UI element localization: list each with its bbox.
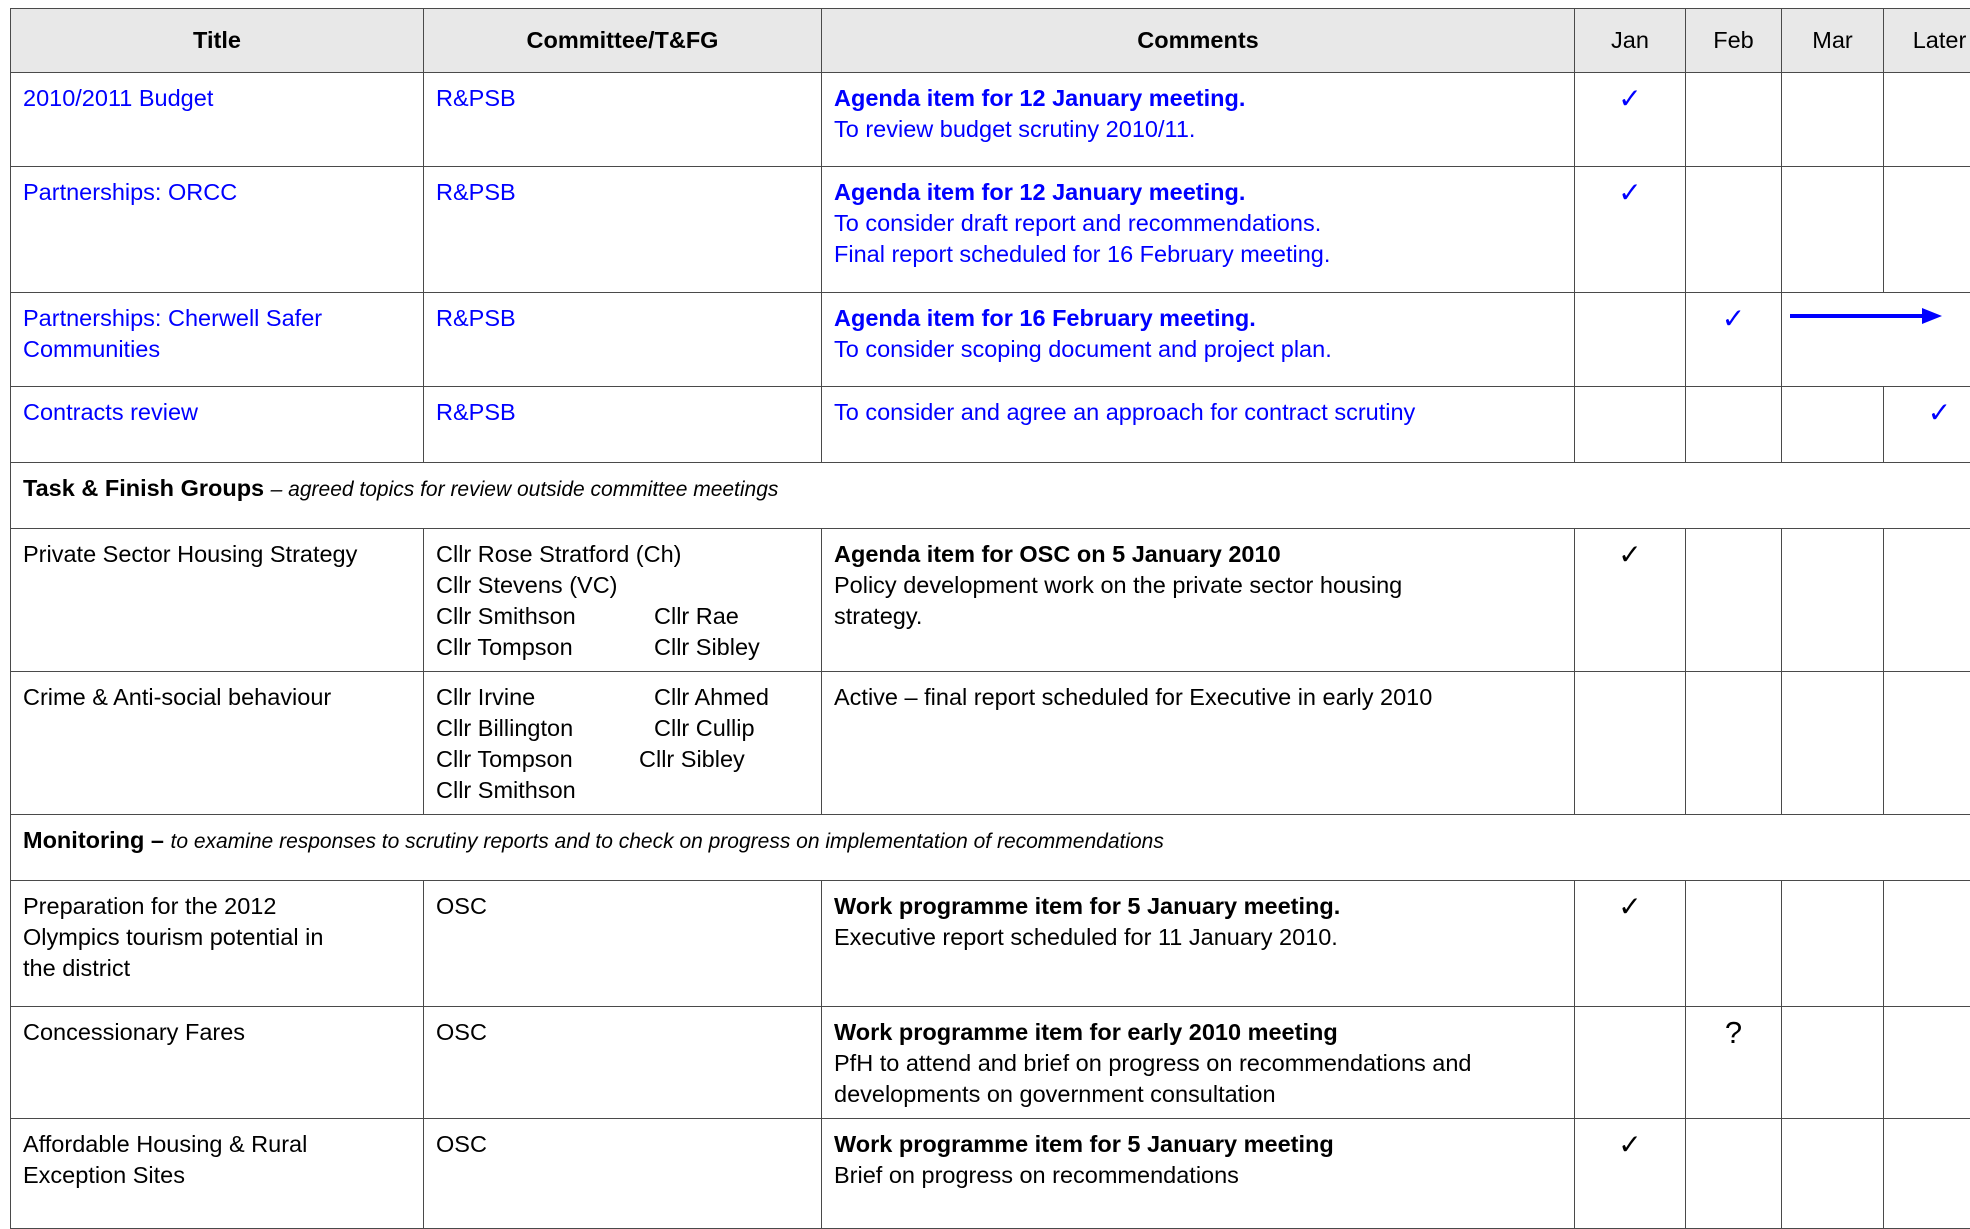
row-committee: OSC	[424, 1119, 822, 1229]
member: Cllr Tompson	[436, 744, 639, 775]
comment-line: To consider scoping document and project plan.	[834, 334, 1562, 365]
cell-later	[1884, 672, 1970, 815]
title-line: the district	[23, 953, 411, 984]
cell-jan	[1575, 1119, 1686, 1229]
comment-line: PfH to attend and brief on progress on recommendations and	[834, 1048, 1562, 1079]
row-title-link[interactable]: Partnerships: ORCC	[23, 179, 237, 205]
row-committee: R&PSB	[424, 387, 822, 463]
cell-jan	[1575, 387, 1686, 463]
cell-mar	[1782, 672, 1884, 815]
member-pair	[436, 682, 809, 713]
row-title	[11, 167, 424, 293]
row-comments	[822, 1007, 1575, 1119]
comment-bold: Work programme item for 5 January meeting.	[834, 891, 1562, 922]
comment-line: Final report scheduled for 16 February meeting.	[834, 239, 1562, 270]
tick-icon: ✓	[1618, 890, 1641, 923]
comment-bold: Agenda item for 12 January meeting.	[834, 177, 1562, 208]
work-programme-table	[10, 8, 1970, 1229]
table-row	[11, 293, 1970, 387]
cell-feb	[1686, 387, 1782, 463]
section-desc: to examine responses to scrutiny reports and to check on progress on implementation of recommendations	[171, 830, 1164, 853]
cell-feb	[1686, 1007, 1782, 1119]
title-line: Preparation for the 2012	[23, 891, 411, 922]
cell-feb	[1686, 881, 1782, 1007]
header-row	[11, 9, 1970, 73]
question-mark: ?	[1725, 1015, 1742, 1050]
cell-feb	[1686, 672, 1782, 815]
comment-bold: Agenda item for 12 January meeting.	[834, 83, 1562, 114]
cell-feb	[1686, 1119, 1782, 1229]
row-title: Crime & Anti-social behaviour	[11, 672, 424, 815]
table-row	[11, 1119, 1970, 1229]
row-committee: R&PSB	[424, 73, 822, 167]
comment-line: developments on government consultation	[834, 1079, 1562, 1110]
cell-later	[1884, 387, 1970, 463]
comment-line: strategy.	[834, 601, 1562, 632]
header-title: Title	[11, 9, 424, 73]
cell-mar	[1782, 73, 1884, 167]
member-pair	[436, 713, 809, 744]
cell-later	[1884, 881, 1970, 1007]
header-committee: Committee/T&FG	[424, 9, 822, 73]
cell-mar	[1782, 387, 1884, 463]
row-comments	[822, 881, 1575, 1007]
row-title-link[interactable]: 2010/2011 Budget	[23, 85, 213, 111]
section-tfg	[11, 463, 1970, 529]
cell-feb	[1686, 293, 1782, 387]
cell-later	[1884, 1007, 1970, 1119]
section-label: Monitoring –	[23, 827, 164, 853]
member-pair	[436, 744, 809, 775]
member: Cllr Smithson	[436, 601, 654, 632]
section-label: Task & Finish Groups	[23, 475, 264, 501]
title-line: Affordable Housing & Rural	[23, 1129, 411, 1160]
header-mar: Mar	[1782, 9, 1884, 73]
member: Cllr Stevens (VC)	[436, 570, 809, 601]
row-comments	[822, 167, 1575, 293]
table-row	[11, 672, 1970, 815]
section-monitoring	[11, 815, 1970, 881]
cell-feb	[1686, 167, 1782, 293]
row-title	[11, 73, 424, 167]
row-title	[11, 387, 424, 463]
comment-line: To consider and agree an approach for contract scrutiny	[834, 397, 1562, 428]
comment-line: Active – final report scheduled for Executive in early 2010	[834, 682, 1562, 713]
member-pair	[436, 601, 809, 632]
member: Cllr Sibley	[639, 744, 745, 775]
comment-line: Policy development work on the private sector housing	[834, 570, 1562, 601]
header-comments: Comments	[822, 9, 1575, 73]
row-committee: R&PSB	[424, 167, 822, 293]
comment-bold: Agenda item for 16 February meeting.	[834, 303, 1562, 334]
row-title-link[interactable]: Partnerships: Cherwell Safer	[23, 303, 411, 334]
comment-bold: Agenda item for OSC on 5 January 2010	[834, 539, 1562, 570]
section-row	[11, 463, 1970, 529]
member: Cllr Sibley	[654, 632, 760, 663]
cell-jan	[1575, 529, 1686, 672]
member: Cllr Cullip	[654, 713, 755, 744]
cell-jan	[1575, 293, 1686, 387]
cell-feb	[1686, 529, 1782, 672]
cell-later	[1884, 1119, 1970, 1229]
header-later: Later	[1884, 9, 1970, 73]
tick-icon: ✓	[1618, 538, 1641, 571]
tick-icon: ✓	[1618, 1128, 1641, 1161]
comment-line: Executive report scheduled for 11 January 2010.	[834, 922, 1562, 953]
cell-feb	[1686, 73, 1782, 167]
title-line: Exception Sites	[23, 1160, 411, 1191]
member: Cllr Billington	[436, 713, 654, 744]
table-row	[11, 73, 1970, 167]
table-row	[11, 167, 1970, 293]
title-line: Olympics tourism potential in	[23, 922, 411, 953]
cell-jan	[1575, 672, 1686, 815]
section-row	[11, 815, 1970, 881]
cell-mar	[1782, 1119, 1884, 1229]
row-committee: OSC	[424, 881, 822, 1007]
tick-icon: ✓	[1928, 396, 1951, 429]
header-feb: Feb	[1686, 9, 1782, 73]
cell-jan	[1575, 881, 1686, 1007]
row-committee: R&PSB	[424, 293, 822, 387]
tick-icon: ✓	[1618, 82, 1641, 115]
member: Cllr Smithson	[436, 775, 809, 806]
row-title-link[interactable]: Contracts review	[23, 399, 198, 425]
row-title-link[interactable]: Communities	[23, 334, 411, 365]
row-title: Concessionary Fares	[11, 1007, 424, 1119]
row-members	[424, 672, 822, 815]
row-committee: OSC	[424, 1007, 822, 1119]
cell-mar	[1782, 167, 1884, 293]
comment-bold: Work programme item for early 2010 meeting	[834, 1017, 1562, 1048]
table-row	[11, 529, 1970, 672]
cell-later	[1884, 167, 1970, 293]
row-comments	[822, 672, 1575, 815]
cell-mar	[1782, 881, 1884, 1007]
table-row	[11, 881, 1970, 1007]
section-desc: – agreed topics for review outside committee meetings	[271, 478, 779, 501]
row-title: Private Sector Housing Strategy	[11, 529, 424, 672]
cell-jan	[1575, 167, 1686, 293]
member: Cllr Tompson	[436, 632, 654, 663]
table-row	[11, 1007, 1970, 1119]
header-jan: Jan	[1575, 9, 1686, 73]
row-comments	[822, 293, 1575, 387]
arrow-right-icon	[1792, 301, 1970, 331]
table-row	[11, 387, 1970, 463]
cell-jan	[1575, 73, 1686, 167]
row-comments	[822, 1119, 1575, 1229]
cell-mar	[1782, 1007, 1884, 1119]
cell-mar-later	[1782, 293, 1970, 387]
comment-line: Brief on progress on recommendations	[834, 1160, 1562, 1191]
tick-icon: ✓	[1722, 302, 1745, 335]
member-pair	[436, 632, 809, 663]
comment-line: To review budget scrutiny 2010/11.	[834, 114, 1562, 145]
cell-mar	[1782, 529, 1884, 672]
cell-later	[1884, 73, 1970, 167]
row-comments	[822, 73, 1575, 167]
row-comments	[822, 529, 1575, 672]
cell-later	[1884, 529, 1970, 672]
tick-icon: ✓	[1618, 176, 1641, 209]
row-members	[424, 529, 822, 672]
row-title	[11, 881, 424, 1007]
row-title	[11, 1119, 424, 1229]
comment-line: To consider draft report and recommendations.	[834, 208, 1562, 239]
member: Cllr Ahmed	[654, 682, 769, 713]
member: Cllr Irvine	[436, 682, 654, 713]
comment-bold: Work programme item for 5 January meeting	[834, 1129, 1562, 1160]
member: Cllr Rose Stratford (Ch)	[436, 539, 809, 570]
cell-jan	[1575, 1007, 1686, 1119]
row-title	[11, 293, 424, 387]
row-comments	[822, 387, 1575, 463]
member: Cllr Rae	[654, 601, 739, 632]
